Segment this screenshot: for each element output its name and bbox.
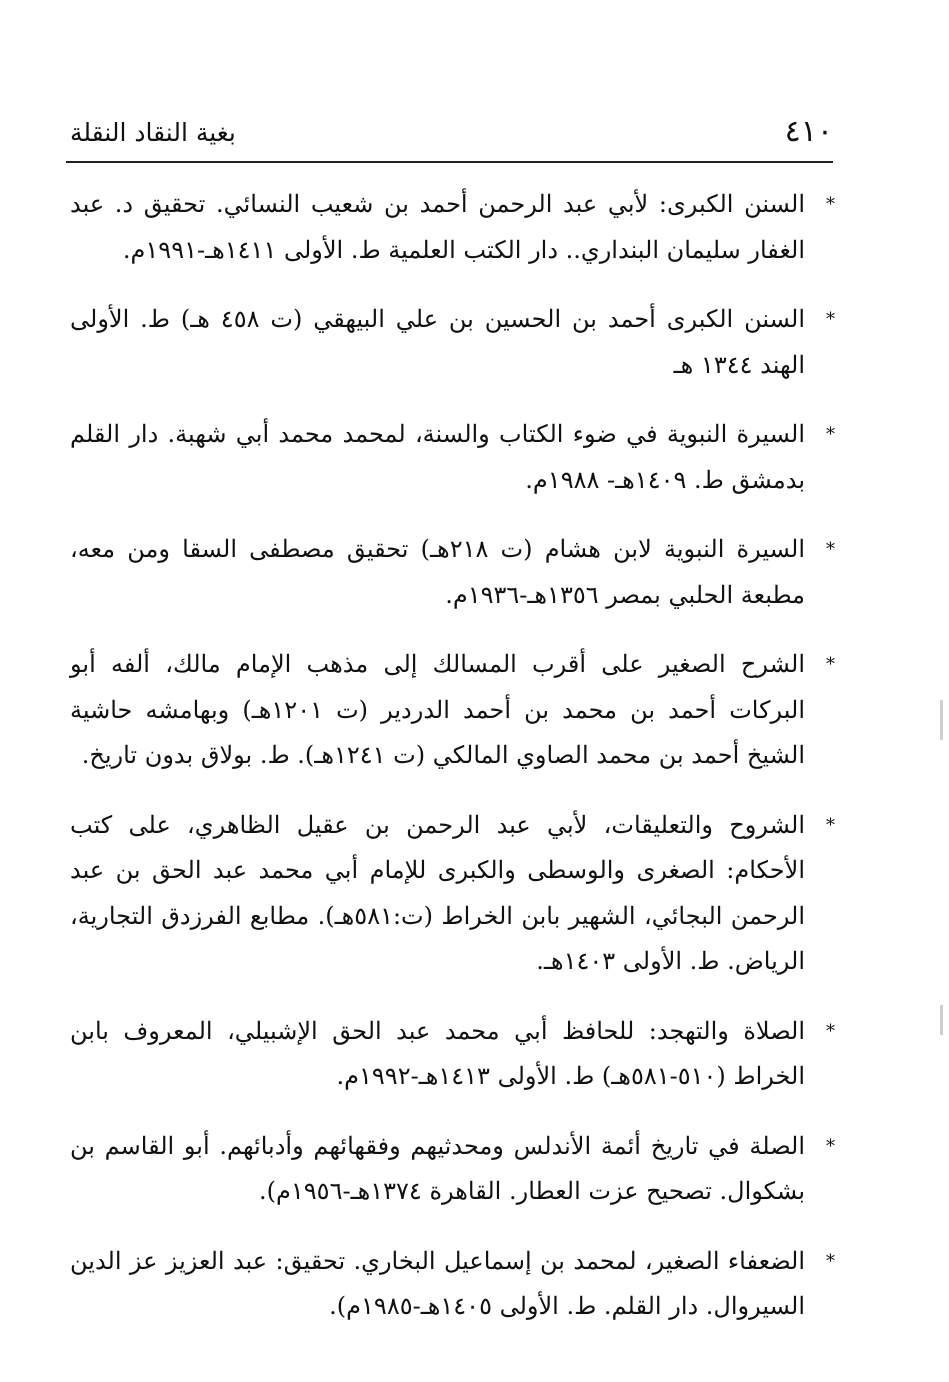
entry-text: الشروح والتعليقات، لأبي عبد الرحمن بن عقيل الظاهري، على كتب الأحكام: الصغرى والوسطى والكبرى للإمام أبي محمد عبد الحق بن عبد الرحمن البجائي، الشهير بابن الخراط (ت:٥٨١هـ). مطابع الفرزدق التجارية، الرياض. ط. الأولى ١٤٠٣هـ. <box>70 810 806 975</box>
bullet-icon: * <box>826 539 835 560</box>
bibliography-entry <box>70 182 839 273</box>
bibliography-entry <box>70 1124 839 1215</box>
header-rule <box>66 161 833 163</box>
bibliography-entry <box>70 803 839 985</box>
bibliography-entry <box>70 642 839 779</box>
bullet-icon: * <box>826 1020 835 1042</box>
bullet-icon: * <box>826 424 835 445</box>
entry-text: السيرة النبوية في ضوء الكتاب والسنة، لمحمد محمد أبي شهبة. دار القلم بدمشق ط. ١٤٠٩هـ- ١٩٨٨م. <box>70 420 805 494</box>
bibliography-entry <box>70 297 839 388</box>
entry-text: السنن الكبرى: لأبي عبد الرحمن أحمد بن شعيب النسائي. تحقيق د. عبد الغفار سليمان البنداري.. دار الكتب العلمية ط. الأولى ١٤١١هـ-١٩٩١م. <box>70 190 805 264</box>
bullet-icon: * <box>826 1250 835 1272</box>
page-header <box>70 108 833 154</box>
entry-text: السنن الكبرى أحمد بن الحسين بن علي البيهقي (ت ٤٥٨ هـ) ط. الأولى الهند ١٣٤٤ هـ <box>70 305 805 379</box>
entry-text: الصلة في تاريخ أئمة الأندلس ومحدثيهم وفقهائهم وأدبائهم. أبو القاسم بن بشكوال. تصحيح عزت العطار. القاهرة ١٣٧٤هـ-١٩٥٦م). <box>70 1131 805 1205</box>
entry-text: الضعفاء الصغير، لمحمد بن إسماعيل البخاري. تحقيق: عبد العزيز عز الدين السيروال. دار القلم. ط. الأولى ١٤٠٥هـ-١٩٨٥م). <box>70 1246 805 1320</box>
entry-text: السيرة النبوية لابن هشام (ت ٢١٨هـ) تحقيق مصطفى السقا ومن معه، مطبعة الحلبي بمصر ١٣٥٦هـ-١٩٣٦م. <box>70 535 805 609</box>
bullet-icon: * <box>826 654 835 675</box>
entry-text: الشرح الصغير على أقرب المسالك إلى مذهب الإمام مالك، ألفه أبو البركات أحمد بن محمد بن أحمد الدردير (ت ١٢٠١هـ) وبهامشه حاشية الشيخ أحمد بن محمد الصاوي المالكي (ت ١٢٤١هـ). ط. بولاق بدون تاريخ. <box>70 650 806 769</box>
bibliography-list <box>70 182 839 1354</box>
page-number: ٤١٠ <box>784 114 833 149</box>
bibliography-entry <box>70 527 839 618</box>
bullet-icon: * <box>826 194 835 215</box>
bullet-icon: * <box>826 1135 835 1157</box>
scan-margin-mark <box>940 1005 943 1035</box>
entry-text: الصلاة والتهجد: للحافظ أبي محمد عبد الحق الإشبيلي، المعروف بابن الخراط (٥١٠-٥٨١هـ) ط. الأولى ١٤١٣هـ-١٩٩٢م. <box>70 1016 805 1090</box>
running-title: بغية النقاد النقلة <box>70 118 236 147</box>
bullet-icon: * <box>826 814 835 836</box>
bibliography-entry <box>70 1239 839 1330</box>
scan-margin-mark <box>940 700 943 740</box>
bibliography-entry <box>70 412 839 503</box>
bullet-icon: * <box>826 309 835 330</box>
bibliography-entry <box>70 1009 839 1100</box>
